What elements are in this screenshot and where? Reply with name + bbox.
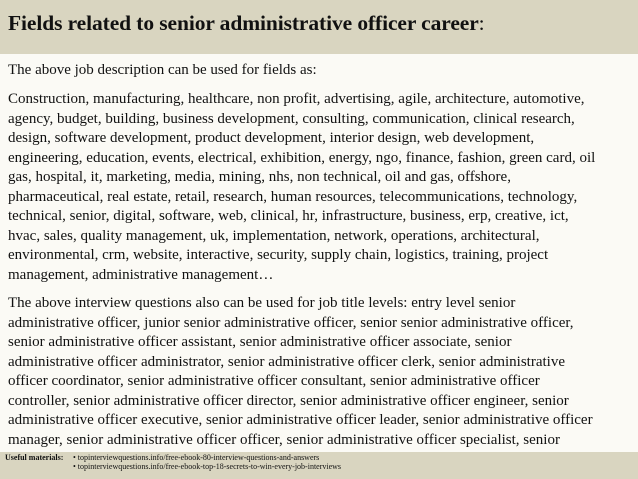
footer-link[interactable]: • topinterviewquestions.info/free-ebook-80-interview-questions-and-answers: [73, 453, 320, 462]
fields-line: pharmaceutical, real estate, retail, research, human resources, telecommunications, technology,: [8, 188, 578, 205]
page-title: [8, 11, 638, 36]
footer-bar: [0, 452, 638, 479]
fields-line: agency, budget, building, business development, consulting, communication, clinical research,: [8, 110, 575, 127]
levels-line: administrative officer administrator, senior administrative officer clerk, senior administrative: [8, 353, 565, 370]
fields-line: hvac, sales, quality management, uk, implementation, network, operations, architectural,: [8, 227, 540, 244]
levels-line: manager, senior administrative officer officer, senior administrative officer specialist, senior: [8, 431, 560, 448]
levels-line: administrative officer, junior senior administrative officer, senior senior administrative officer,: [8, 314, 574, 331]
levels-line: officer coordinator, senior administrative officer consultant, senior administrative officer: [8, 373, 540, 389]
fields-line: design, software development, product development, interior design, web development,: [8, 130, 535, 146]
content: [8, 61, 634, 450]
levels-paragraph: [8, 294, 634, 450]
fields-line: technical, senior, digital, software, web, clinical, hr, infrastructure, business, erp, creative, ict,: [8, 208, 569, 224]
levels-line: administrative officer executive, senior administrative officer leader, senior administrative officer: [8, 412, 593, 428]
footer-link[interactable]: • topinterviewquestions.info/free-ebook-top-18-secrets-to-win-every-job-interviews: [73, 462, 342, 471]
intro-text: The above job description can be used for fields as:: [8, 62, 317, 78]
fields-paragraph: [8, 90, 634, 285]
levels-line: The above interview questions also can be used for job title levels: entry level senior: [8, 295, 516, 311]
levels-line: controller, senior administrative officer director, senior administrative officer engineer, senior: [8, 392, 569, 409]
fields-line: management, administrative management…: [8, 266, 274, 283]
footer-label: Useful materials:: [5, 453, 64, 462]
title-bar: [0, 0, 638, 54]
title-colon: :: [478, 11, 485, 35]
page-title-text: Fields related to senior administrative officer career: [8, 11, 479, 35]
fields-line: environmental, crm, website, interactive, security, supply chain, logistics, training, project: [8, 247, 549, 263]
footer-links: [73, 453, 341, 471]
fields-line: gas, hospital, it, marketing, media, mining, nhs, non technical, oil and gas, offshore,: [8, 169, 511, 185]
fields-line: engineering, education, events, electrical, exhibition, energy, ngo, finance, fashion, green card, oil: [8, 149, 596, 166]
levels-line: senior administrative officer assistant, senior administrative officer associate, senior: [8, 334, 512, 350]
fields-line: Construction, manufacturing, healthcare, non profit, advertising, agile, architecture, automotive,: [8, 91, 585, 107]
